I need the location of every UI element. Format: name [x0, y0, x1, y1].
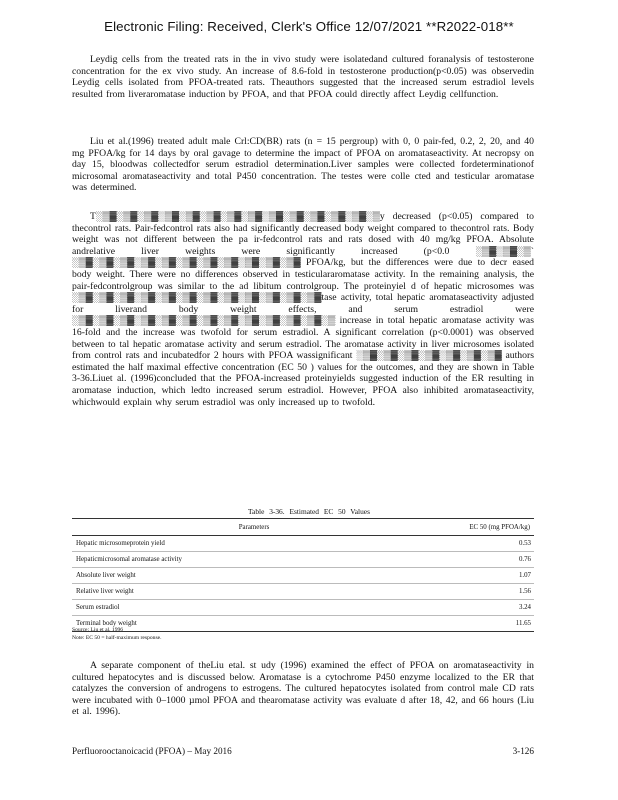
row-value: 1.07 [436, 568, 534, 584]
filing-header: Electronic Filing: Received, Clerk's Office 12/07/2021 **R2022-018** [104, 19, 514, 34]
row-value: 0.76 [436, 552, 534, 568]
table-note: Note: EC 50 = half-maximum response. [72, 635, 162, 641]
column-header-ec50: EC 50 (mg PFOA/kg) [436, 519, 534, 536]
row-value: 11.65 [436, 616, 534, 632]
page-footer [72, 746, 534, 756]
table-caption: Table 3-36. Estimated EC 50 Values [248, 507, 370, 516]
table-row [72, 536, 534, 552]
row-value: 1.56 [436, 584, 534, 600]
paragraph-text: A separate component of theLiu etal. st udy (1996) examined the effect of PFOA on aromataseactivity in cultured hepatocytes and is discussed below. Aromatase is a cytochrome P450 enzyme localized to the ER that catalyzes the conversion of androgens to estrogens. The cultured hepatocytes isolated from control male CD rats were incubated with 0–1000 µmol PFOA and thearomatase activity was evaluate d after 18, 42, and 66 hours (Liu et al. 1996). [72, 660, 534, 718]
paragraph-results [72, 211, 534, 408]
row-value: 0.53 [436, 536, 534, 552]
table-notes [72, 626, 162, 642]
table-row [72, 552, 534, 568]
paragraph-leydig-cells [72, 54, 534, 100]
row-parameter: Hepatic microsomeprotein yield [72, 536, 436, 552]
paragraph-hepatocytes [72, 660, 534, 718]
row-parameter: Absolute liver weight [72, 568, 436, 584]
row-parameter: Terminal body weight [72, 616, 436, 632]
table-source: Source: Liu et al. 1996 [72, 627, 124, 633]
footer-title: Perfluorooctanoicacid (PFOA) – May 2016 [72, 746, 232, 756]
paragraph-text: Liu et al.(1996) treated adult male Crl:CD(BR) rats (n = 15 pergroup) with 0, 0 pair-fed, 0.2, 2, 20, and 40 mg PFOA/kg for 14 days by oral gavage to determine the impact of PFOA on aromataseactivity. At necropsy on day 15, bloodwas collectedfor serum estradiol determination.Liver samples were collected fordeterminationof microsomal aromataseactivity and total P450 concentration. The testes were colle cted and testicular aromatase was determined. [72, 136, 534, 194]
table-row [72, 584, 534, 600]
paragraph-text: T░▒▓░▒▓░▒▓░▒▓░▒▓░▒▓░▒▓░▒▓░▒▓░▒▓░▒▓░▒▓░▒▓░▒y decreased (p<0.05) compared to thecontrol rats. Pair-fedcontrol rats also had significantly decreased body weight compared to thecontrol rats. Body weight was not different between the pa ir-fedcontrol rats and rats dosed with 40 mg/kg PFOA. Absolute andrelative liver weights were significantly increased (p<0.0 ░▒▓░▒▓░▒` ░▒▓░▒▓░▒▓░▒▓░▒▓░▒▓░▒▓░▒▓░▒▓░▒▓░▒▓ PFOA/kg, but the differences were due to decr eased body weight. There were no differences observed in testiculararomatase activity. In the remaining analysis, the pair-fedcontrolgroup was similar to the ad libitum controlgroup. The proteinyiel d of hepatic microsomes was ░▒▓░▒▓░▒▓░▒▓░▒▓░▒▓░▒▓░▒▓░▒▓░▒▓░▒▓░▒▓tase activity, total hepatic aromataseactivity adjusted for liverand body weight effects, and serum estradiol were ░▒▓░▒▓░▒▓░▒▓░▒▓░▒▓░▒▓░▒▓░▒▓░▒▓░▒▓░▒▓░▒ increase in total hepatic aromatase activity was 16-fold and the increase was twofold for serum estradiol. A significant correlation (p<0.0001) was observed between to tal hepatic aromatase activity and serum estradiol. The aromatase activity in liver microsomes isolated from control rats and incubatedfor 2 hours with PFOA wassignificant ░▒▓░▒▓░▒▓░▒▓░▒▓░▒▓░▒▓ authors estimated the half maximal effective concentration (EC 50 ) values for the outcomes, and they are shown in Table 3-36.Liuet al. (1996)concluded that the PFOA-increased proteinyields suggested induction of the ER resulting in aromatase induction, which ledto increased serum estradiol. However, PFOA also inhibited aromataseactivity, whichwould explain why serum estradiol was only increased up to twofold. [72, 211, 534, 408]
row-parameter: Hepaticmicrosomal aromatase activity [72, 552, 436, 568]
page-number: 3-126 [512, 746, 534, 756]
paragraph-text: Leydig cells from the treated rats in the in vivo study were isolatedand cultured foranalysis of testosterone concentration for the ex vivo study. An increase of 8.6-fold in testosterone production(p<0.05) was observedin Leydig cells isolated from PFOA-treated rats. Theauthors suggested that the increased serum estradiol levels resulted from liveraromatase induction by PFOA, and that PFOA could directly affect Leydig cellfunction. [72, 54, 534, 100]
row-parameter: Serum estradiol [72, 600, 436, 616]
ec50-table [72, 518, 534, 632]
table-row [72, 600, 534, 616]
row-value: 3.24 [436, 600, 534, 616]
column-header-parameters: Parameters [72, 519, 436, 536]
table-header-row [72, 519, 534, 536]
table-row [72, 568, 534, 584]
row-parameter: Relative liver weight [72, 584, 436, 600]
paragraph-liu-study [72, 136, 534, 194]
